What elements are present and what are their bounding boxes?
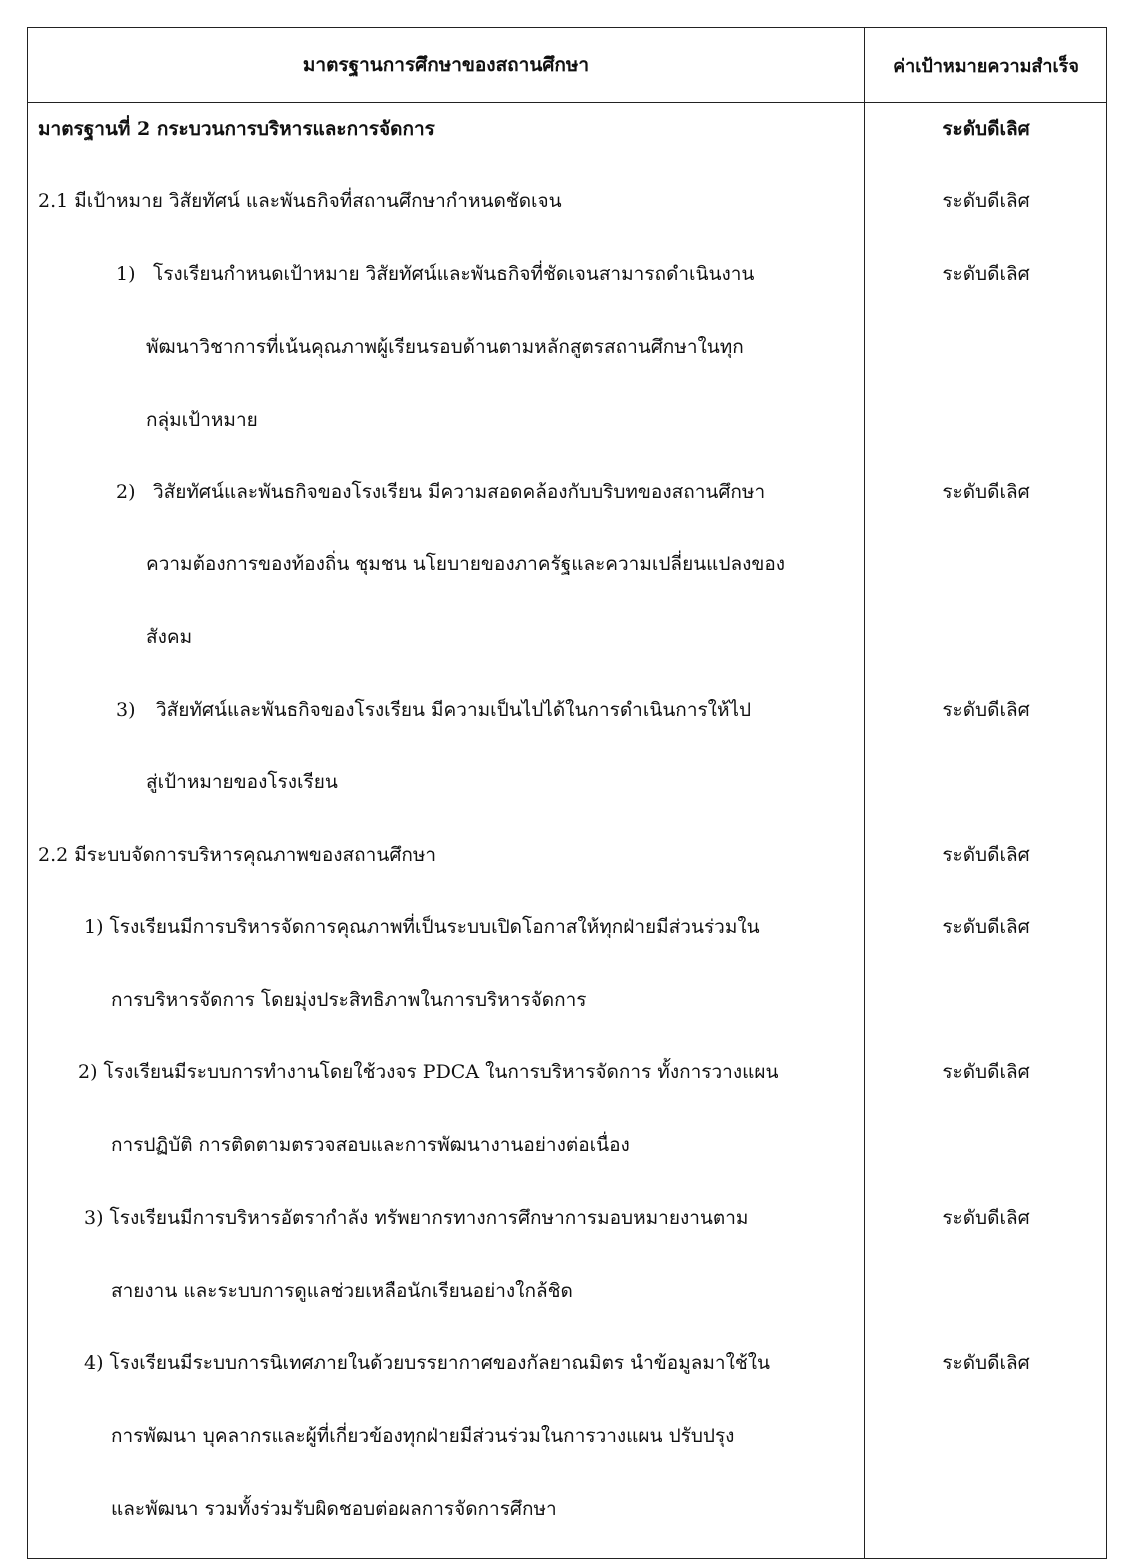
item-line: วิสัยทัศน์และพันธกิจของโรงเรียน มีความสอดคล้องกับบริบทของสถานศึกษา <box>153 481 766 503</box>
item-level: ระดับดีเลิศ <box>942 916 1030 938</box>
item-line: กลุ่มเป้าหมาย <box>146 409 258 431</box>
header-divider <box>28 102 1106 103</box>
item-number: 1) <box>116 263 136 285</box>
item-line: และพัฒนา รวมทั้งร่วมรับผิดชอบต่อผลการจัดการศึกษา <box>111 1498 557 1520</box>
item-line: 3) โรงเรียนมีการบริหารอัตรากำลัง ทรัพยากรทางการศึกษาการมอบหมายงานตาม <box>84 1207 749 1229</box>
section-2-2-title: 2.2 มีระบบจัดการบริหารคุณภาพของสถานศึกษา <box>38 844 437 866</box>
item-line: สังคม <box>146 626 193 648</box>
item-level: ระดับดีเลิศ <box>942 1061 1030 1083</box>
header-target: ค่าเป้าหมายความสำเร็จ <box>893 55 1079 77</box>
item-line: 2) โรงเรียนมีระบบการทำงานโดยใช้วงจร PDCA ในการบริหารจัดการ ทั้งการวางแผน <box>78 1061 779 1083</box>
item-line: 1) โรงเรียนมีการบริหารจัดการคุณภาพที่เป็นระบบเปิดโอกาสให้ทุกฝ่ายมีส่วนร่วมใน <box>84 916 760 938</box>
section-2-2-level: ระดับดีเลิศ <box>942 844 1030 866</box>
item-level: ระดับดีเลิศ <box>942 1352 1030 1374</box>
item-line: สายงาน และระบบการดูแลช่วยเหลือนักเรียนอย่างใกล้ชิด <box>111 1280 573 1302</box>
standard-title: มาตรฐานที่ 2 กระบวนการบริหารและการจัดการ <box>38 118 435 140</box>
header-standard: มาตรฐานการศึกษาของสถานศึกษา <box>302 54 590 76</box>
item-level: ระดับดีเลิศ <box>942 263 1030 285</box>
item-line: สู่เป้าหมายของโรงเรียน <box>146 771 338 793</box>
section-2-1-title: 2.1 มีเป้าหมาย วิสัยทัศน์ และพันธกิจที่สถานศึกษากำหนดชัดเจน <box>38 190 562 212</box>
standard-level: ระดับดีเลิศ <box>942 118 1030 140</box>
section-2-1-level: ระดับดีเลิศ <box>942 190 1030 212</box>
item-line: โรงเรียนกำหนดเป้าหมาย วิสัยทัศน์และพันธกิจที่ชัดเจนสามารถดำเนินงาน <box>153 263 755 285</box>
column-divider <box>864 28 865 1558</box>
item-line: การบริหารจัดการ โดยมุ่งประสิทธิภาพในการบริหารจัดการ <box>111 989 587 1011</box>
item-line: ความต้องการของท้องถิ่น ชุมชน นโยบายของภาครัฐและความเปลี่ยนแปลงของ <box>146 553 786 575</box>
item-line: วิสัยทัศน์และพันธกิจของโรงเรียน มีความเป็นไปได้ในการดำเนินการให้ไป <box>156 699 752 721</box>
item-line: พัฒนาวิชาการที่เน้นคุณภาพผู้เรียนรอบด้านตามหลักสูตรสถานศึกษาในทุก <box>146 336 744 358</box>
standards-table <box>27 27 1107 1559</box>
item-level: ระดับดีเลิศ <box>942 1207 1030 1229</box>
item-level: ระดับดีเลิศ <box>942 481 1030 503</box>
item-line: 4) โรงเรียนมีระบบการนิเทศภายในด้วยบรรยากาศของกัลยาณมิตร นำข้อมูลมาใช้ใน <box>84 1352 771 1374</box>
item-line: การพัฒนา บุคลากรและผู้ที่เกี่ยวข้องทุกฝ่ายมีส่วนร่วมในการวางแผน ปรับปรุง <box>111 1425 735 1447</box>
item-level: ระดับดีเลิศ <box>942 699 1030 721</box>
item-line: การปฏิบัติ การติดตามตรวจสอบและการพัฒนางานอย่างต่อเนื่อง <box>111 1134 630 1156</box>
item-number: 2) <box>116 481 136 503</box>
item-number: 3) <box>116 699 136 721</box>
